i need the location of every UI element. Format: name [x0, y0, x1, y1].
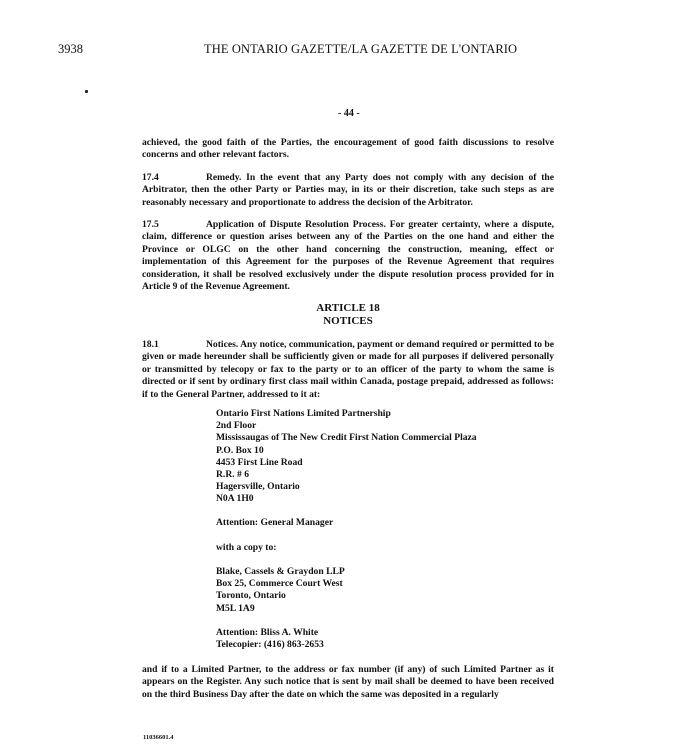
address-line: Ontario First Nations Limited Partnership [216, 408, 391, 419]
attention-line: Attention: Bliss A. White [216, 627, 319, 638]
address-line: 2nd Floor [216, 420, 257, 432]
section-number: 17.5 [142, 219, 159, 230]
address-line: Toronto, Ontario [216, 590, 286, 602]
general-partner-address [216, 408, 477, 506]
address-line: M5L 1A9 [216, 602, 255, 614]
address-line: R.R. # 6 [216, 469, 250, 481]
scan-speck [85, 90, 88, 93]
paragraph-continuation [142, 137, 554, 162]
section-18-1 [142, 339, 554, 401]
paragraph-after-addresses [142, 664, 554, 701]
telecopier-line: Telecopier: (416) 863-2653 [216, 639, 324, 651]
attention-copy [216, 627, 324, 651]
gazette-title: THE ONTARIO GAZETTE/LA GAZETTE DE L'ONTARIO [204, 42, 518, 56]
address-line: Box 25, Commerce Court West [216, 578, 343, 590]
article-subtitle: NOTICES [323, 315, 373, 327]
attention-general-manager: Attention: General Manager [216, 517, 334, 528]
section-text: Notices. Any notice, communication, payment or demand required or permitted to be given or made hereunder shall be sufficiently given or made for all purposes if delivered personally or transmitted by telecopy or fax to the party or to an officer of the party to whom the same is directed or if sent by ordinary first class mail within Canada, postage prepaid, addressed as follows: if to the General Partner, addressed to it at: [142, 339, 554, 400]
address-line: Blake, Cassels & Graydon LLP [216, 566, 345, 577]
gazette-page-number: 3938 [58, 42, 83, 56]
address-line: N0A 1H0 [216, 493, 254, 505]
section-text: Remedy. In the event that any Party does not comply with any decision of the Arbitrator, then the other Party or Parties may, in its or their discretion, take such steps as are reasonably necessary and proportionate to address the decision of the Arbitrator. [142, 172, 554, 208]
article-title: ARTICLE 18 [316, 302, 380, 314]
copy-address [216, 566, 345, 615]
address-line: 4453 First Line Road [216, 456, 303, 468]
document-page-number: - 44 - [338, 108, 360, 119]
paragraph-text: and if to a Limited Partner, to the address or fax number (if any) of such Limited Partner as it appears on the Register. Any such notice that is sent by mail shall be deemed to have been received on the third Business Day after the date on which the same was deposited in a regularly [142, 664, 554, 700]
address-line: Hagersville, Ontario [216, 481, 300, 493]
copy-to-label: with a copy to: [216, 542, 277, 553]
section-text: Application of Dispute Resolution Process. For greater certainty, where a dispute, claim, difference or question arises between any of the Parties on the one hand and either the Province or OLGC on the other hand concerning the construction, meaning, effect or implementation of this Agreement for the purposes of the Revenue Agreement that requires consideration, it shall be resolved exclusively under the dispute resolution process provided for in Article 9 of the Revenue Agreement. [142, 219, 554, 293]
section-17-5 [142, 219, 554, 293]
section-number: 18.1 [142, 339, 159, 350]
paragraph-text: achieved, the good faith of the Parties, the encouragement of good faith discussions to resolve concerns and other relevant factors. [142, 137, 554, 161]
section-number: 17.4 [142, 172, 159, 183]
document-footer-code: 11036601.4 [143, 734, 174, 741]
address-line: P.O. Box 10 [216, 444, 264, 456]
section-17-4 [142, 172, 554, 209]
address-line: Mississaugas of The New Credit First Nation Commercial Plaza [216, 432, 477, 444]
